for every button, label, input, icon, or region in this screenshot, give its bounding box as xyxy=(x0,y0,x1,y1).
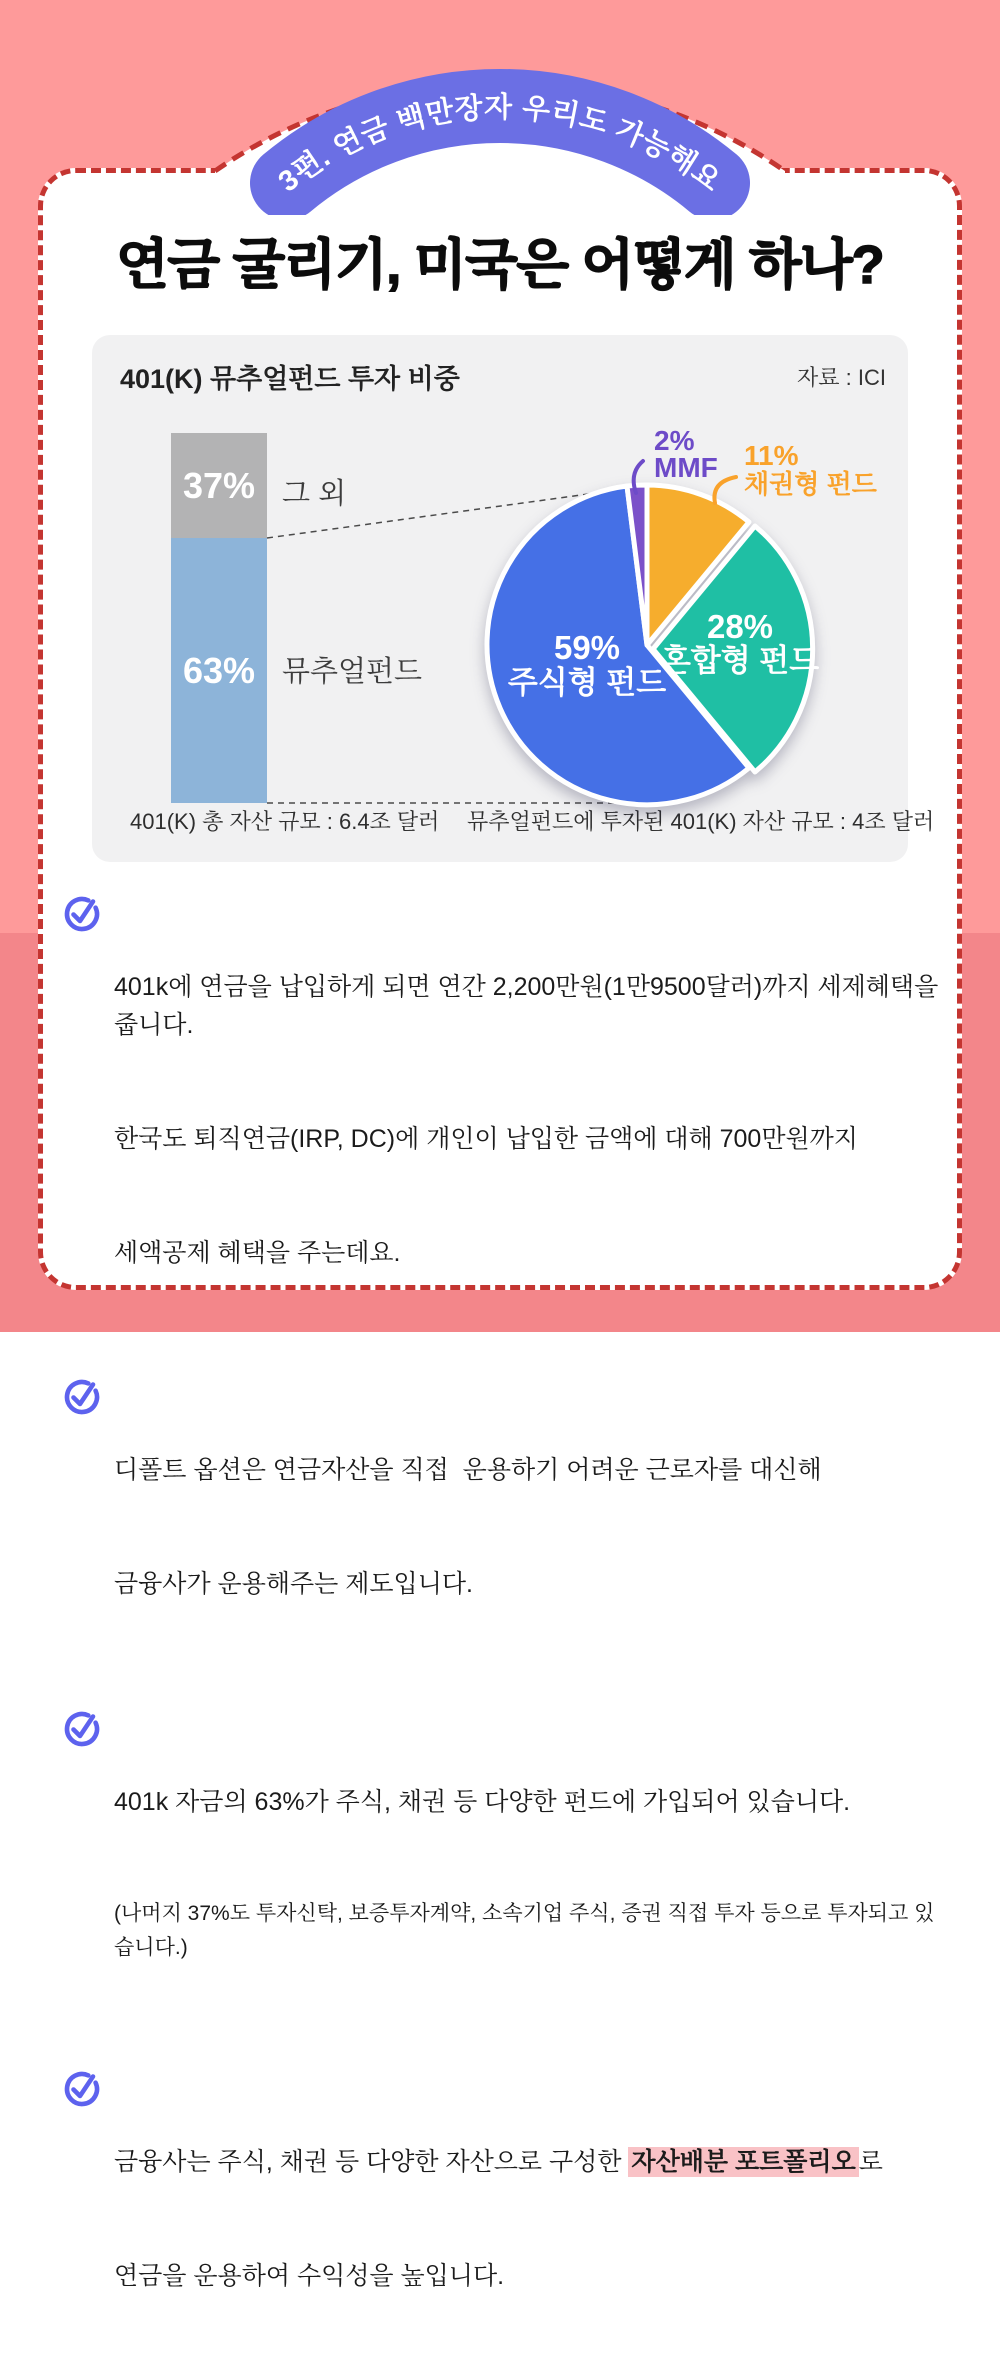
badge-curved-text: 3편. 연금 백만장자 우리도 가능해요 xyxy=(272,91,727,199)
list-item xyxy=(62,892,948,1348)
chart-panel xyxy=(92,335,935,862)
chart-title: 401(K) 뮤추얼펀드 투자 비중 xyxy=(120,364,460,394)
stock-slice-pct: 59% xyxy=(553,629,621,666)
check-icon xyxy=(62,1709,102,1749)
check-icon xyxy=(62,2069,102,2109)
bullet-4-suffix: 로 xyxy=(858,2148,883,2176)
bar-label-mutualfund: 뮤추얼펀드 xyxy=(282,656,423,688)
bullet-1-line-2: 한국도 퇴직연금(IRP, DC)에 개인이 납입한 금액에 대해 700만원까지 xyxy=(114,1125,858,1153)
check-icon xyxy=(62,894,102,934)
bullet-2-line-2: 금융사가 운용해주는 제도입니다. xyxy=(114,1570,473,1598)
bullet-2-line-1: 디폴트 옵션은 연금자산을 직접 운용하기 어려운 근로자를 대신해 xyxy=(114,1456,822,1484)
bar-label-etc: 그 외 xyxy=(282,478,347,510)
bullet-4-line-2: 연금을 운용하여 수익성을 높입니다. xyxy=(114,2262,505,2290)
check-icon xyxy=(62,1377,102,1417)
bullet-3-text xyxy=(114,1707,948,2041)
mixed-slice-pct: 28% xyxy=(706,608,774,645)
bullet-1-line-3: 세액공제 혜택을 주는데요. xyxy=(114,1239,401,1267)
bar-caption: 401(K) 총 자산 규모 : 6.4조 달러 xyxy=(130,809,440,834)
pie-chart xyxy=(92,335,908,862)
bullet-2-text xyxy=(114,1375,822,1679)
bar-segment-etc-value: 37% xyxy=(182,464,256,506)
chart-source: 자료 : ICI xyxy=(797,365,886,390)
bar-segment-mutualfund-value: 63% xyxy=(182,649,256,691)
bullet-1-text xyxy=(114,892,948,1348)
mmf-label: MMF xyxy=(654,452,718,483)
page-title: 연금 굴리기, 미국은 어떻게 하나? xyxy=(116,235,884,295)
bullet-3-line-1: 401k 자금의 63%가 주식, 채권 등 다양한 펀드에 가입되어 있습니다. xyxy=(114,1788,851,1816)
bullet-4-text xyxy=(114,2067,883,2371)
mixed-slice-label: 혼합형 펀드 xyxy=(660,643,820,678)
bullet-list xyxy=(62,892,948,2371)
bullet-3-note: (나머지 37%도 투자신탁, 보증투자계약, 소속기업 주식, 증권 직접 투자 등으로 투자되고 있습니다.) xyxy=(114,1902,935,1959)
stock-slice-label: 주식형 펀드 xyxy=(507,665,667,700)
bullet-4-prefix: 금융사는 주식, 채권 등 다양한 자산으로 구성한 xyxy=(114,2148,629,2176)
episode-badge xyxy=(230,45,770,215)
bullet-4-highlight: 자산배분 포트폴리오 xyxy=(628,2147,858,2177)
bullet-1-line-1: 401k에 연금을 납입하게 되면 연간 2,200만원(1만9500달러)까지 세제혜택을 줍니다. xyxy=(114,973,946,1039)
bond-pct: 11% xyxy=(744,440,799,471)
pie-caption: 뮤추얼펀드에 투자된 401(K) 자산 규모 : 4조 달러 xyxy=(467,809,935,834)
mmf-pct: 2% xyxy=(654,425,695,456)
list-item xyxy=(62,1707,948,2041)
list-item xyxy=(62,2067,948,2371)
bond-label: 채권형 펀드 xyxy=(744,469,877,499)
list-item xyxy=(62,1375,948,1679)
bullet-4-line-1 xyxy=(114,2143,883,2181)
